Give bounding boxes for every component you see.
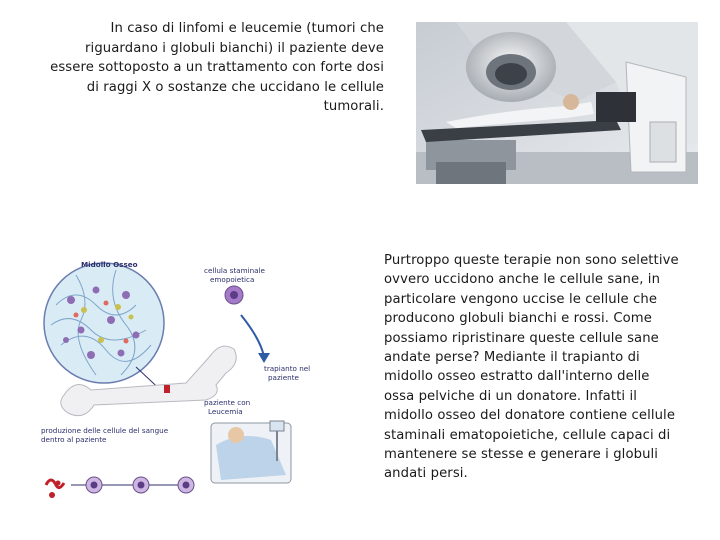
patient-label-2: Leucemia [208,407,243,416]
marrow-title: Midollo Osseo [81,260,138,269]
transplant-arrow-icon [258,353,270,363]
patient-in-bed [211,421,291,483]
radiotherapy-photo [416,22,698,184]
transplant-label-2: paziente [268,373,299,382]
stem-cell-label: cellula staminale [204,266,265,275]
patient-label: paziente con [204,398,251,407]
paragraph-right: Purtroppo queste terapie non sono selettive ovvero uccidono anche le cellule sane, in particolare vengono uccise le cellule che producono globuli bianchi e rossi. Come possiamo ripristinare queste cellule sane andate perse? Mediante il trapianto di midollo osseo estratto dall'interno delle ossa pelviche di un donatore. Infatti il midollo osseo del donatore contiene cellule staminali ematopoietiche, cellule capaci di mantenere se stesse e generare i globuli andati persi. [384,253,679,482]
bone-marrow-magnified-circle [44,263,164,383]
stem-cell [225,286,243,304]
stem-cell-label-2: emopoietica [210,275,255,284]
bone-marrow-transplant-diagram [36,245,376,510]
transplant-label: trapianto nel [264,364,311,373]
production-label-2: dentro al paziente [41,435,107,444]
paragraph-top: In caso di linfomi e leucemie (tumori che riguardano i globuli bianchi) il paziente deve essere sottoposto a un trattamento con forte dosi di raggi X o sostanze che uccidano le cellule tumorali. [50,21,384,114]
blood-cells-row [46,477,194,498]
production-label: produzione delle cellule del sangue [41,426,169,435]
